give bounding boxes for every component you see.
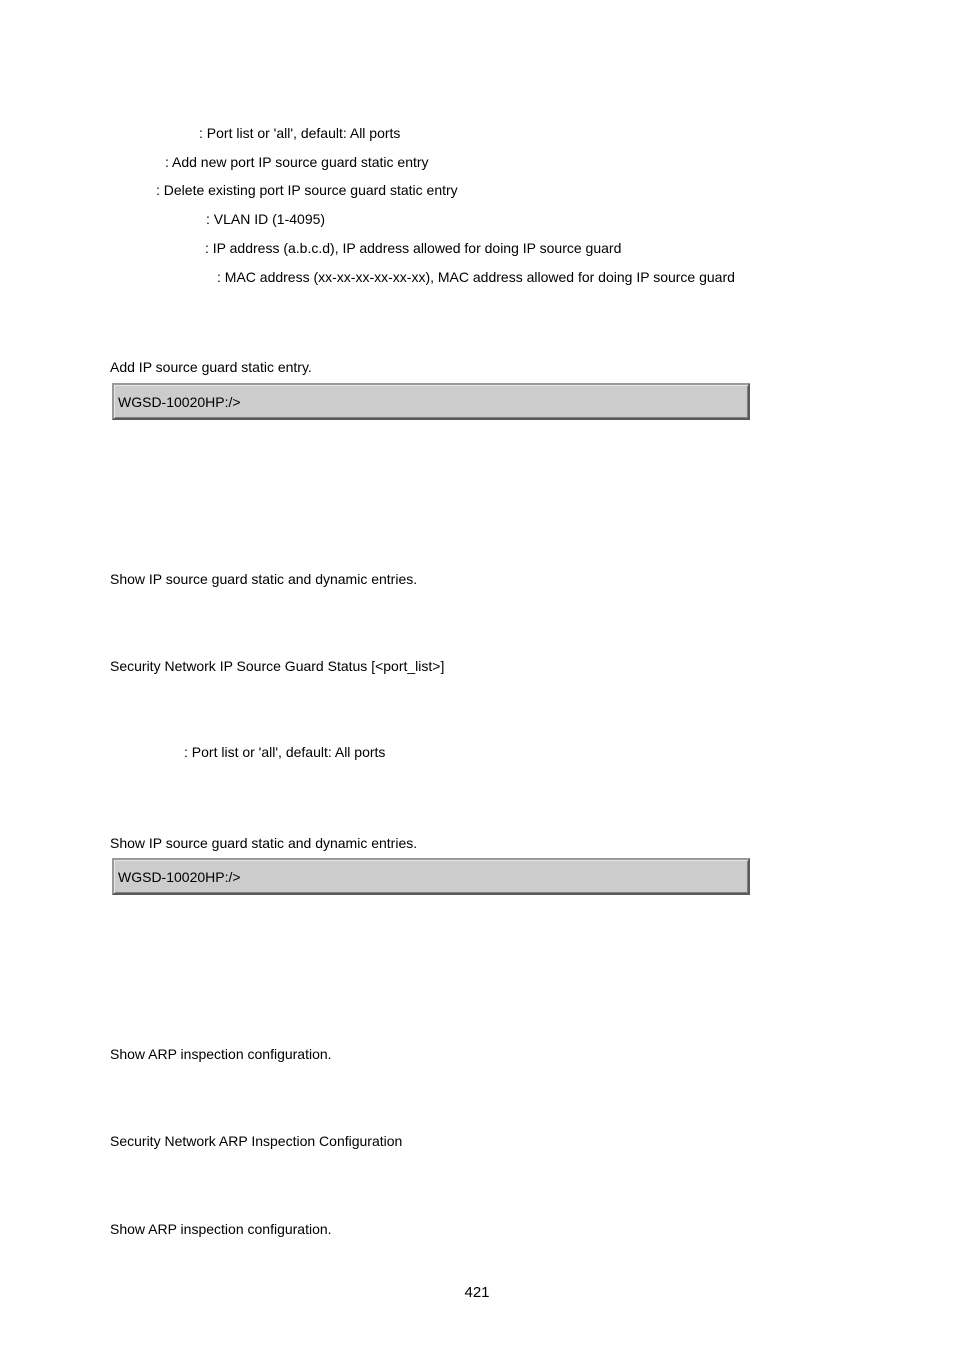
arp-example-description: Show ARP inspection configuration. <box>110 1221 332 1237</box>
param-ip: : IP address (a.b.c.d), IP address allowed for doing IP source guard <box>205 240 622 256</box>
status-syntax: Security Network IP Source Guard Status [<port_list>] <box>110 658 445 674</box>
status-example-description: Show IP source guard static and dynamic entries. <box>110 835 418 851</box>
status-param-port-list: : Port list or 'all', default: All ports <box>184 744 386 760</box>
param-delete: : Delete existing port IP source guard static entry <box>156 182 458 198</box>
example-description: Add IP source guard static entry. <box>110 359 312 375</box>
command-box <box>112 858 750 895</box>
command-box <box>112 383 750 420</box>
page-number: 421 <box>464 1284 490 1301</box>
command-prompt: WGSD-10020HP:/> <box>118 394 241 410</box>
param-add: : Add new port IP source guard static entry <box>165 154 429 170</box>
param-mac: : MAC address (xx-xx-xx-xx-xx-xx), MAC address allowed for doing IP source guard <box>217 269 735 285</box>
arp-description: Show ARP inspection configuration. <box>110 1046 332 1062</box>
arp-syntax: Security Network ARP Inspection Configuration <box>110 1133 403 1149</box>
param-vid: : VLAN ID (1-4095) <box>206 211 326 227</box>
param-port-list: : Port list or 'all', default: All ports <box>199 125 401 141</box>
status-description: Show IP source guard static and dynamic entries. <box>110 571 418 587</box>
command-prompt: WGSD-10020HP:/> <box>118 869 241 885</box>
